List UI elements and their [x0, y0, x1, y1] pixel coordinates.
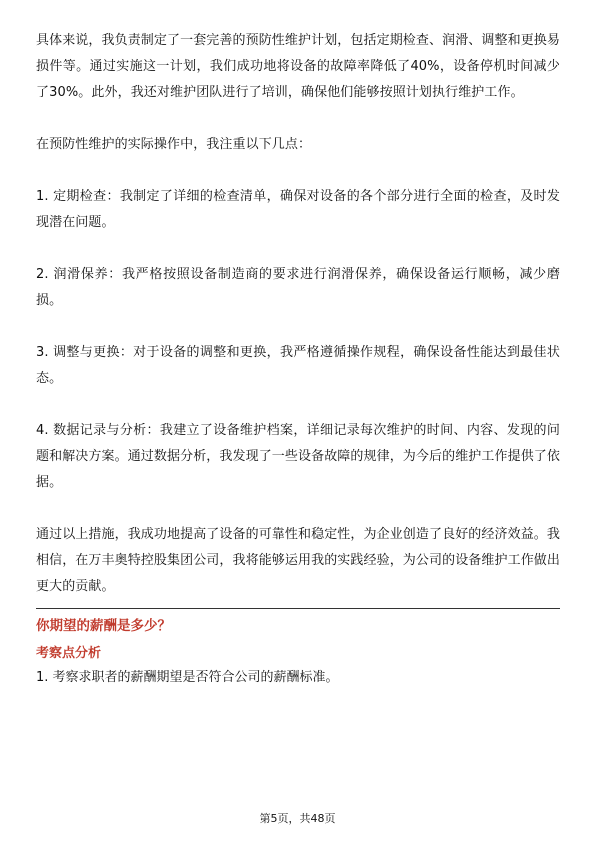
- analysis-point: 1. 考察求职者的薪酬期望是否符合公司的薪酬标准。: [36, 670, 339, 685]
- answer-paragraph-summary: 具体来说，我负责制定了一套完善的预防性维护计划，包括定期检查、润滑、调整和更换易损件等。通过实施这一计划，我们成功地将设备的故障率降低了40%，设备停机时间减少了30%。此外，我还对维护团队进行了培训，确保他们能够按照计划执行维护工作。: [36, 33, 561, 100]
- answer-point-lubrication: 2. 润滑保养：我严格按照设备制造商的要求进行润滑保养，确保设备运行顺畅，减少磨损。: [36, 267, 560, 308]
- answer-paragraph-conclusion: 通过以上措施，我成功地提高了设备的可靠性和稳定性，为企业创造了良好的经济效益。我相信，在万丰奥特控股集团公司，我将能够运用我的实践经验，为公司的设备维护工作做出更大的贡献。: [36, 527, 561, 594]
- page-number: 第5页，共48页: [259, 812, 336, 825]
- section-divider: [36, 608, 560, 609]
- answer-paragraph-intro: 在预防性维护的实际操作中，我注重以下几点：: [36, 137, 312, 152]
- answer-point-records: 4. 数据记录与分析：我建立了设备维护档案，详细记录每次维护的时间、内容、发现的问题和解决方案。通过数据分析，我发现了一些设备故障的规律，为今后的维护工作提供了依据。: [36, 423, 561, 490]
- analysis-heading: 考察点分析: [36, 646, 102, 661]
- question-title: 你期望的薪酬是多少？: [36, 618, 171, 634]
- answer-point-inspection: 1. 定期检查：我制定了详细的检查清单，确保对设备的各个部分进行全面的检查，及时发现潜在问题。: [36, 189, 560, 230]
- page-content: [36, 28, 560, 689]
- answer-point-adjustment: 3. 调整与更换：对于设备的调整和更换，我严格遵循操作规程，确保设备性能达到最佳状态。: [36, 345, 560, 386]
